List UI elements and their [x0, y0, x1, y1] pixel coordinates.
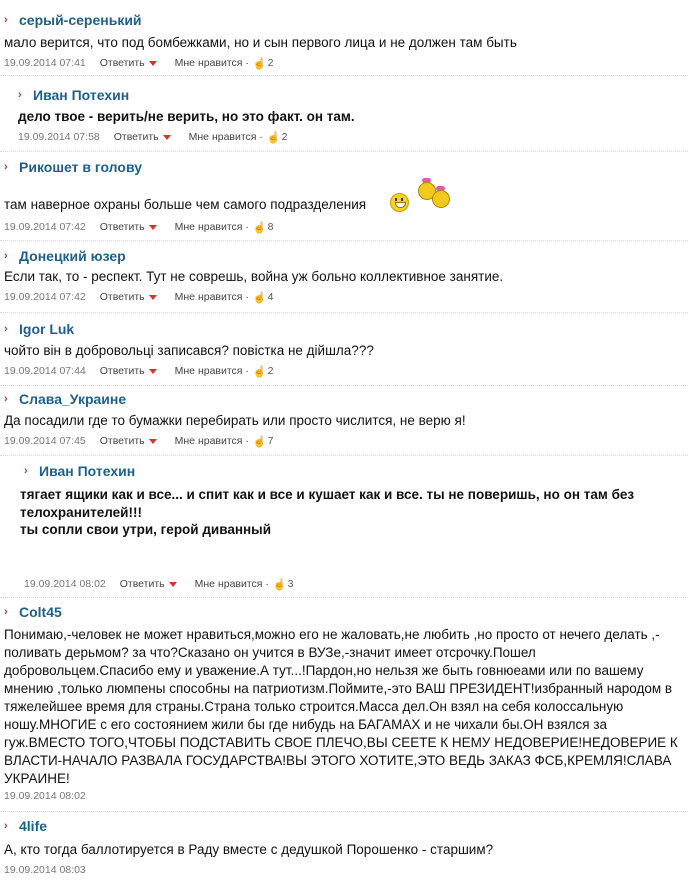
thumbs-up-icon[interactable]: ☝: [252, 435, 267, 448]
chevron-right-icon: ›: [4, 393, 8, 405]
comment-header: [24, 462, 135, 480]
chevron-right-icon: ›: [4, 250, 8, 262]
reply-link[interactable]: Ответить: [113, 131, 159, 143]
thumbs-up-icon[interactable]: ☝: [266, 131, 281, 144]
comment-meta: [4, 434, 273, 448]
comment-date: 19.09.2014 08:02: [4, 790, 86, 802]
chevron-right-icon: ›: [4, 14, 8, 26]
smiley-couple-emoticon: [418, 178, 452, 208]
comment-date: 19.09.2014 07:42: [4, 221, 86, 233]
smiley-emoticon: [390, 193, 409, 212]
comment-date: 19.09.2014 07:42: [4, 291, 86, 303]
reply-link[interactable]: Ответить: [99, 291, 145, 303]
divider: [0, 811, 688, 812]
comment-meta: [4, 863, 100, 877]
comment-text: Понимаю,-человек не может нравиться,можно его не жаловать,не любить ,но просто от нечего делать ,-поливать дерьмом? за что?Сказано он учится в ВУЗе,-значит имеет отсрочку.Пошел добровольцем.Спасибо ему и уважение.А тут...!Пардон,но нельзя же быть говнюеами или по вашему мнению ,только люмпены способны на патриотизм.Поймите,-это ВАШ ПРЕЗИДЕНТ!избранный народом в тяжелейшее время для страны.Страна только строится.Масса дел.Он взял на себя колоссальную ношу.МНОГИЕ с его состоянием жили бы где нибудь на БАГАМАХ и не чихали бы.ОН взялся за гуж.ВМЕСТО ТОГО,ЧТОБЫ ПОДСТАВИТЬ СВОЕ ПЛЕЧО,ВЫ СЕЕТЕ К НЕМУ НЕДОВЕРИЕ!НЕДОВЕРИЕ К ВЛАСТИ-НАЧАЛО РАЗВАЛА ГОСУДАРСТВА!ВЫ ЭТОГО ХОТИТЕ,ЭТО ВЕДЬ ЗАКАЗ ФСБ,КРЕМЛЯ!СЛАВА УКРАИНЕ!: [4, 627, 678, 786]
reply-link[interactable]: Ответить: [99, 57, 145, 69]
comment-date: 19.09.2014 07:41: [4, 57, 86, 69]
reply-link[interactable]: Ответить: [99, 435, 145, 447]
divider: [0, 75, 688, 76]
comment: [0, 388, 688, 458]
like-link[interactable]: Мне нравится ·: [174, 221, 249, 233]
comment-text: чойто він в добровольці записався? повістка не дійшла???: [4, 343, 374, 358]
caret-down-icon[interactable]: [149, 225, 157, 230]
comment-text: Да посадили где то бумажки перебирать или просто числится, не верю я!: [4, 413, 466, 428]
chevron-right-icon: ›: [24, 465, 28, 477]
divider: [0, 597, 688, 598]
like-count: 4: [267, 291, 274, 303]
comment-header: [4, 11, 142, 29]
like-link[interactable]: Мне нравится ·: [174, 435, 249, 447]
thumbs-up-icon[interactable]: ☝: [252, 221, 267, 234]
chevron-right-icon: ›: [4, 606, 8, 618]
caret-down-icon[interactable]: [149, 61, 157, 66]
like-link[interactable]: Мне нравится ·: [174, 291, 249, 303]
comment-date: 19.09.2014 07:58: [18, 131, 100, 143]
thumbs-up-icon[interactable]: ☝: [272, 578, 287, 591]
divider: [0, 240, 688, 241]
comment-text-line2: ты сопли свои утри, герой диванный: [20, 522, 271, 537]
like-link[interactable]: Мне нравится ·: [194, 578, 269, 590]
like-count: 7: [267, 435, 274, 447]
comment-date: 19.09.2014 08:03: [4, 864, 86, 876]
divider: [0, 312, 688, 313]
chevron-right-icon: ›: [18, 89, 22, 101]
comment-date: 19.09.2014 08:02: [24, 578, 106, 590]
comment-header: [4, 158, 142, 176]
comment-text: Если так, то - респект. Тут не соврешь, война уж больно коллективное занятие.: [4, 269, 504, 284]
comment: [0, 242, 688, 312]
thumbs-up-icon[interactable]: ☝: [252, 57, 267, 70]
caret-down-icon[interactable]: [149, 369, 157, 374]
divider: [0, 455, 688, 456]
like-link[interactable]: Мне нравится ·: [174, 365, 249, 377]
comment-meta: [4, 56, 273, 70]
comment-text: там наверное охраны больше чем самого подразделения: [4, 197, 367, 212]
comment-meta: [18, 130, 287, 144]
comment-header: [4, 320, 74, 338]
comment-text: тягает ящики как и все... и спит как и все и кушает как и все. ты не поверишь, но он там без телохранителей!!!: [20, 487, 635, 520]
like-link[interactable]: Мне нравится ·: [188, 131, 263, 143]
comment-meta: [24, 577, 293, 591]
chevron-right-icon: ›: [4, 161, 8, 173]
like-count: 3: [287, 578, 294, 590]
comment-meta: [4, 789, 100, 803]
comment-author[interactable]: Colt45: [19, 604, 62, 620]
comment-text: мало верится, что под бомбежками, но и сын первого лица и не должен там быть: [4, 35, 517, 50]
comment-meta: [4, 220, 273, 234]
comment: [0, 315, 688, 385]
comment-author[interactable]: серый-серенький: [19, 12, 142, 28]
comment-date: 19.09.2014 07:45: [4, 435, 86, 447]
divider: [0, 385, 688, 386]
comment-header: [4, 390, 126, 408]
chevron-right-icon: ›: [4, 323, 8, 335]
comment-author[interactable]: Igor Luk: [19, 321, 75, 337]
reply-link[interactable]: Ответить: [99, 365, 145, 377]
comment-header: [18, 86, 129, 104]
comment-meta: [4, 364, 273, 378]
comment: [0, 0, 688, 70]
comment-author[interactable]: Донецкий юзер: [19, 248, 126, 264]
comment-reply: [14, 80, 688, 150]
like-count: 2: [267, 57, 274, 69]
comment-author[interactable]: Иван Потехин: [33, 87, 130, 103]
comment-author[interactable]: 4life: [19, 818, 48, 834]
comment-meta: [4, 290, 273, 304]
reply-link[interactable]: Ответить: [119, 578, 165, 590]
comment-author[interactable]: Иван Потехин: [39, 463, 136, 479]
like-link[interactable]: Мне нравится ·: [174, 57, 249, 69]
thumbs-up-icon[interactable]: ☝: [252, 291, 267, 304]
caret-down-icon[interactable]: [149, 439, 157, 444]
caret-down-icon[interactable]: [169, 582, 177, 587]
comment-author[interactable]: Слава_Украине: [19, 391, 127, 407]
comment-reply: [14, 458, 688, 598]
comment-date: 19.09.2014 07:44: [4, 365, 86, 377]
comment: [0, 814, 688, 884]
comment-header: [4, 817, 47, 835]
reply-link[interactable]: Ответить: [99, 221, 145, 233]
caret-down-icon[interactable]: [163, 135, 171, 140]
comment-author[interactable]: Рикошет в голову: [19, 159, 142, 175]
comment: [0, 600, 688, 810]
thumbs-up-icon[interactable]: ☝: [252, 365, 267, 378]
like-count: 2: [281, 131, 288, 143]
like-count: 8: [267, 221, 274, 233]
comment-text: дело твое - верить/не верить, но это факт. он там.: [18, 109, 355, 124]
comment-header: [4, 603, 62, 621]
chevron-right-icon: ›: [4, 820, 8, 832]
comment-text: А, кто тогда баллотируется в Раду вместе с дедушкой Порошенко - старшим?: [4, 842, 494, 857]
caret-down-icon[interactable]: [149, 295, 157, 300]
comment: [0, 152, 688, 242]
like-count: 2: [267, 365, 274, 377]
comment-header: [4, 247, 126, 265]
